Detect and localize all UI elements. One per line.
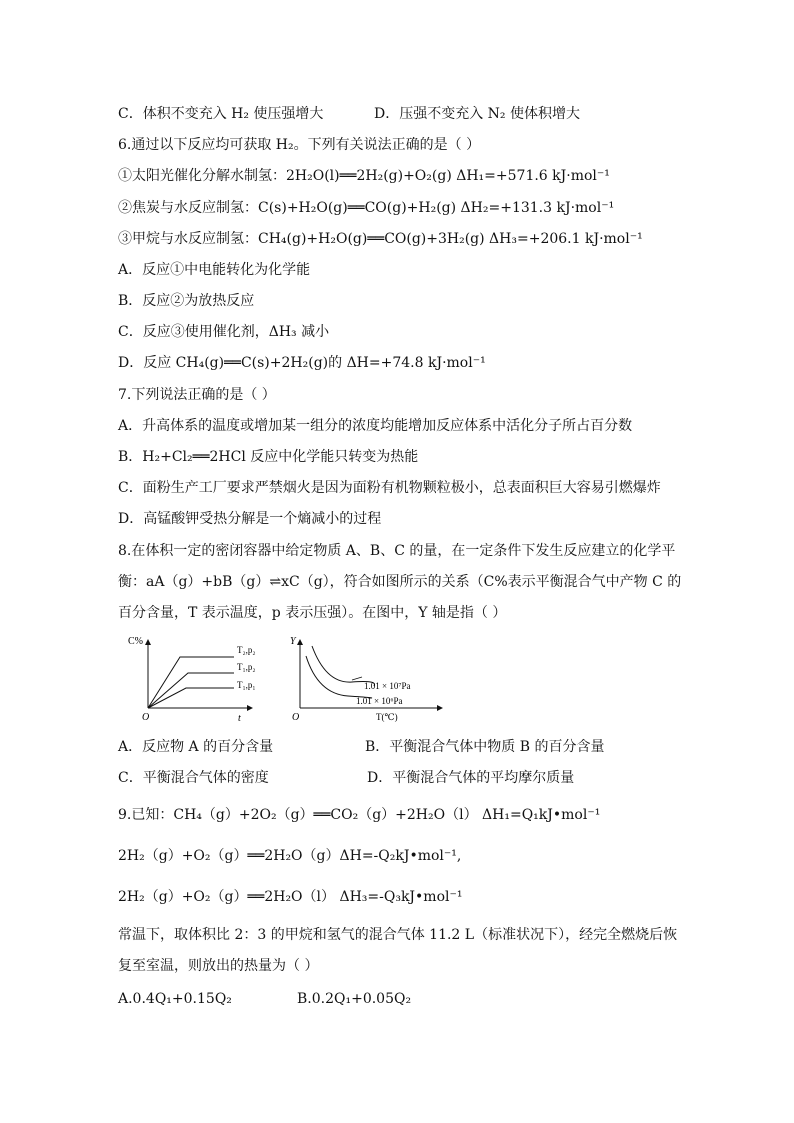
q8-option-a: A．反应物 A 的百分含量	[118, 739, 274, 755]
q7-option-b: B．H₂+Cl₂══2HCl 反应中化学能只转变为热能	[118, 449, 419, 465]
q8-option-d: D．平衡混合气体的平均摩尔质量	[367, 770, 575, 786]
graph2-xlabel: T(℃)	[376, 712, 398, 722]
q8-option-c: C．平衡混合气体的密度	[118, 770, 269, 786]
q7-option-d: D．高锰酸钾受热分解是一个熵减小的过程	[118, 511, 382, 527]
q8-option-b: B．平衡混合气体中物质 B 的百分含量	[365, 739, 605, 755]
curve-t1-p1	[148, 688, 234, 708]
graph1-label-t2p2: T₂,p₂	[237, 645, 256, 655]
graph2-origin: O	[292, 712, 300, 723]
q6-option-b: B．反应②为放热反应	[118, 293, 255, 309]
q9-stem-line-1: 常温下，取体积比 2：3 的甲烷和氢气的混合气体 11.2 L（标准状况下），经完全燃烧后恢	[118, 927, 678, 943]
graph1-xlabel: t	[238, 713, 241, 724]
curve-high-pressure	[312, 646, 375, 686]
q7-stem: 7.下列说法正确的是（ ）	[118, 387, 276, 403]
q9-option-b: B.0.2Q₁+0.05Q₂	[297, 991, 412, 1007]
q8-stem-line-1: 8.在体积一定的密闭容器中给定物质 A、B、C 的量，在一定条件下发生反应建立的化学平	[118, 543, 676, 559]
graph2-label-1e6: 1.01 × 10⁶Pa	[356, 696, 403, 706]
q8-stem-line-3: 百分含量，T 表示温度，p 表示压强）。在图中，Y 轴是指（ ）	[118, 605, 507, 621]
q7-option-c: C．面粉生产工厂要求严禁烟火是因为面粉有机物颗粒极小，总表面积巨大容易引燃爆炸	[118, 480, 661, 496]
q5-option-d: D．压强不变充入 N₂ 使体积增大	[374, 106, 580, 122]
q9-reaction-3: 2H₂（g）+O₂（g）══2H₂O（l） ΔH₃=-Q₃kJ•mol⁻¹	[118, 889, 463, 905]
graph2-ylabel: Y	[290, 636, 296, 647]
q5-option-c: C．体积不变充入 H₂ 使压强增大	[118, 106, 324, 122]
q6-option-a: A．反应①中电能转化为化学能	[118, 262, 311, 278]
q6-option-d: D．反应 CH₄(g)══C(s)+2H₂(g)的 ΔH=+74.8 kJ·mol⁻¹	[118, 355, 486, 371]
graph-c-percent-vs-time	[124, 632, 274, 724]
graph2-label-1e7: 1.01 × 10⁷Pa	[364, 681, 411, 691]
q6-option-c: C．反应③使用催化剂，ΔH₃ 减小	[118, 324, 330, 340]
graph1-ylabel: C%	[128, 636, 143, 647]
q6-stem: 6.通过以下反应均可获取 H₂。下列有关说法正确的是（ ）	[118, 137, 481, 153]
q6-reaction-1: ①太阳光催化分解水制氢：2H₂O(l)══2H₂(g)+O₂(g) ΔH₁=+571.6 kJ·mol⁻¹	[118, 168, 610, 184]
q9-stem-line-2: 复至室温，则放出的热量为（ ）	[118, 958, 319, 974]
q6-reaction-3: ③甲烷与水反应制氢：CH₄(g)+H₂O(g)══CO(g)+3H₂(g) ΔH₃=+206.1 kJ·mol⁻¹	[118, 231, 643, 247]
q8-stem-line-2: 衡：aA（g）+bB（g）⇌xC（g），符合如图所示的关系（C%表示平衡混合气中产物 C 的	[118, 574, 682, 590]
graph1-label-t1p2: T₁,p₂	[237, 662, 256, 672]
q9-reaction-1: 9.已知：CH₄（g）+2O₂（g）══CO₂（g）+2H₂O（l） ΔH₁=Q₁kJ•mol⁻¹	[118, 807, 601, 823]
curve-t1-p2	[148, 673, 234, 708]
q6-reaction-2: ②焦炭与水反应制氢：C(s)+H₂O(g)══CO(g)+H₂(g) ΔH₂=+131.3 kJ·mol⁻¹	[118, 200, 615, 216]
graph1-origin: O	[142, 712, 150, 723]
q9-reaction-2: 2H₂（g）+O₂（g）══2H₂O（g）ΔH=-Q₂kJ•mol⁻¹,	[118, 848, 462, 864]
graph1-label-t1p1: T₁,p₁	[237, 680, 256, 690]
graph-y-vs-temperature	[282, 632, 452, 724]
curve-t2-p2	[148, 657, 234, 708]
q9-option-a: A.0.4Q₁+0.15Q₂	[118, 991, 232, 1007]
q7-option-a: A．升高体系的温度或增加某一组分的浓度均能增加反应体系中活化分子所占百分数	[118, 418, 633, 434]
